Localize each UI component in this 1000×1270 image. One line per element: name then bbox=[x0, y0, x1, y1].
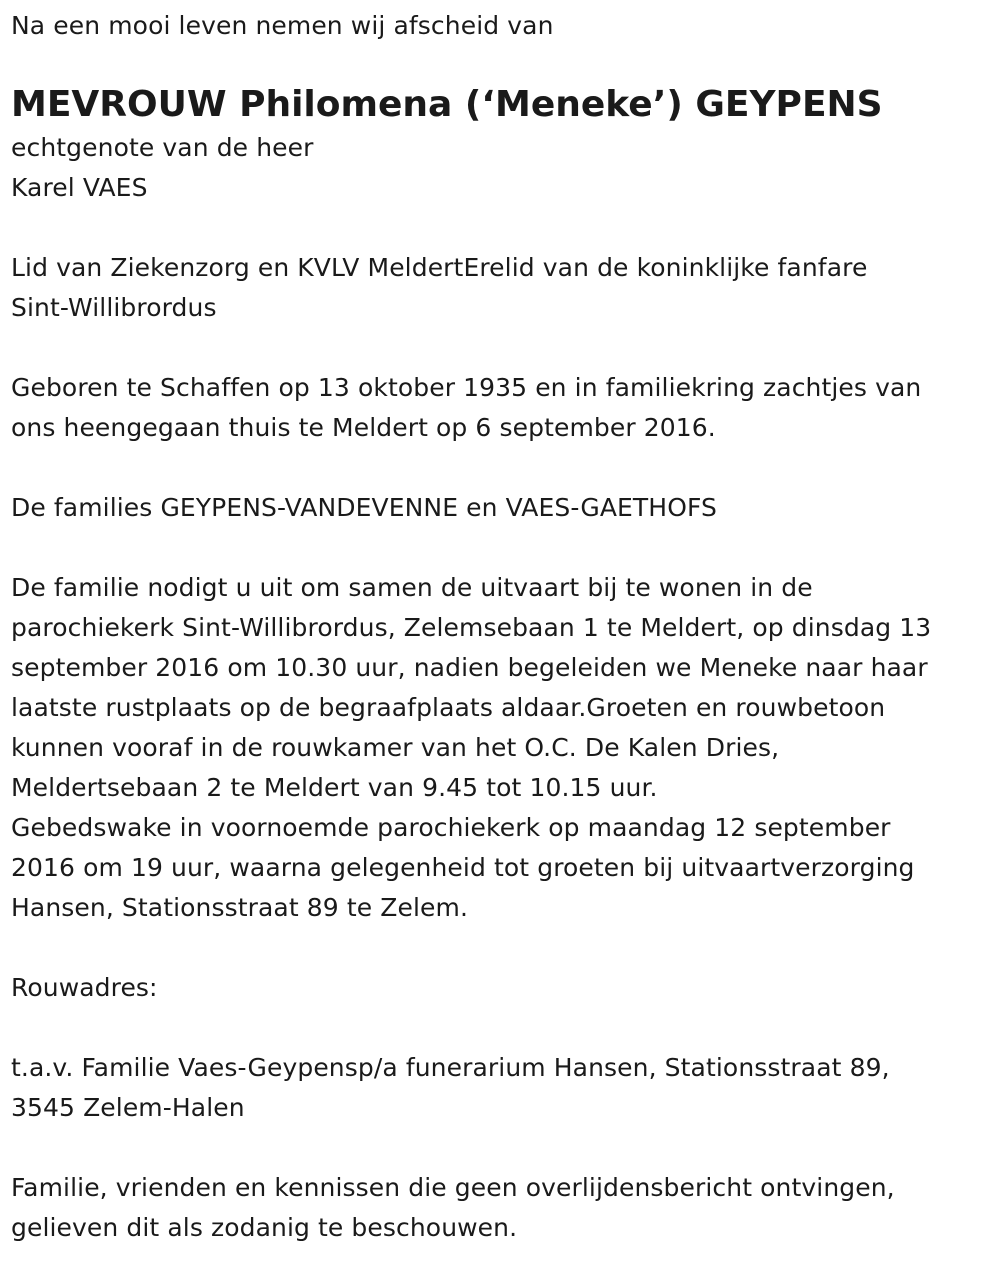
paragraph-line: september 2016 om 10.30 uur, nadien begeleiden we Meneke naar haar bbox=[11, 653, 928, 682]
paragraph-line: De familie nodigt u uit om samen de uitvaart bij te wonen in de bbox=[11, 573, 813, 602]
paragraph-line: Sint-Willibrordus bbox=[11, 293, 217, 322]
paragraph-line: ons heengegaan thuis te Meldert op 6 september 2016. bbox=[11, 413, 716, 442]
funeral-paragraph bbox=[11, 568, 986, 928]
paragraph-line: Geboren te Schaffen op 13 oktober 1935 en in familiekring zachtjes van bbox=[11, 373, 922, 402]
paragraph-line: parochiekerk Sint-Willibrordus, Zelemsebaan 1 te Meldert, op dinsdag 13 bbox=[11, 613, 932, 642]
address-label-paragraph bbox=[11, 968, 986, 1008]
name-block bbox=[11, 82, 986, 208]
address-paragraph bbox=[11, 1048, 986, 1128]
paragraph-line: laatste rustplaats op de begraafplaats aldaar.Groeten en rouwbetoon bbox=[11, 693, 886, 722]
spouse-line: echtgenote van de heer bbox=[11, 133, 314, 162]
deceased-name: MEVROUW Philomena (‘Meneke’) GEYPENS bbox=[11, 84, 883, 125]
families-paragraph bbox=[11, 488, 986, 528]
paragraph-line: De families GEYPENS-VANDEVENNE en VAES-GAETHOFS bbox=[11, 493, 717, 522]
paragraph-line: kunnen vooraf in de rouwkamer van het O.C. De Kalen Dries, bbox=[11, 733, 780, 762]
paragraph-line: Meldertsebaan 2 te Meldert van 9.45 tot 10.15 uur. bbox=[11, 773, 658, 802]
spouse-name: Karel VAES bbox=[11, 173, 148, 202]
paragraph-line: gelieven dit als zodanig te beschouwen. bbox=[11, 1213, 518, 1242]
paragraph-line: t.a.v. Familie Vaes-Geypensp/a funerarium Hansen, Stationsstraat 89, bbox=[11, 1053, 890, 1082]
paragraph-line: 2016 om 19 uur, waarna gelegenheid tot groeten bij uitvaartverzorging bbox=[11, 853, 915, 882]
membership-paragraph bbox=[11, 248, 986, 328]
paragraph-line: Hansen, Stationsstraat 89 te Zelem. bbox=[11, 893, 469, 922]
closing-paragraph bbox=[11, 1168, 986, 1248]
paragraph-line: Lid van Ziekenzorg en KVLV MeldertErelid van de koninklijke fanfare bbox=[11, 253, 868, 282]
obituary-notice bbox=[11, 6, 986, 1248]
paragraph-line: Familie, vrienden en kennissen die geen overlijdensbericht ontvingen, bbox=[11, 1173, 895, 1202]
paragraph-line: 3545 Zelem-Halen bbox=[11, 1093, 245, 1122]
birth-death-paragraph bbox=[11, 368, 986, 448]
intro-text: Na een mooi leven nemen wij afscheid van bbox=[11, 11, 554, 40]
address-label: Rouwadres: bbox=[11, 973, 158, 1002]
paragraph-line: Gebedswake in voornoemde parochiekerk op maandag 12 september bbox=[11, 813, 891, 842]
